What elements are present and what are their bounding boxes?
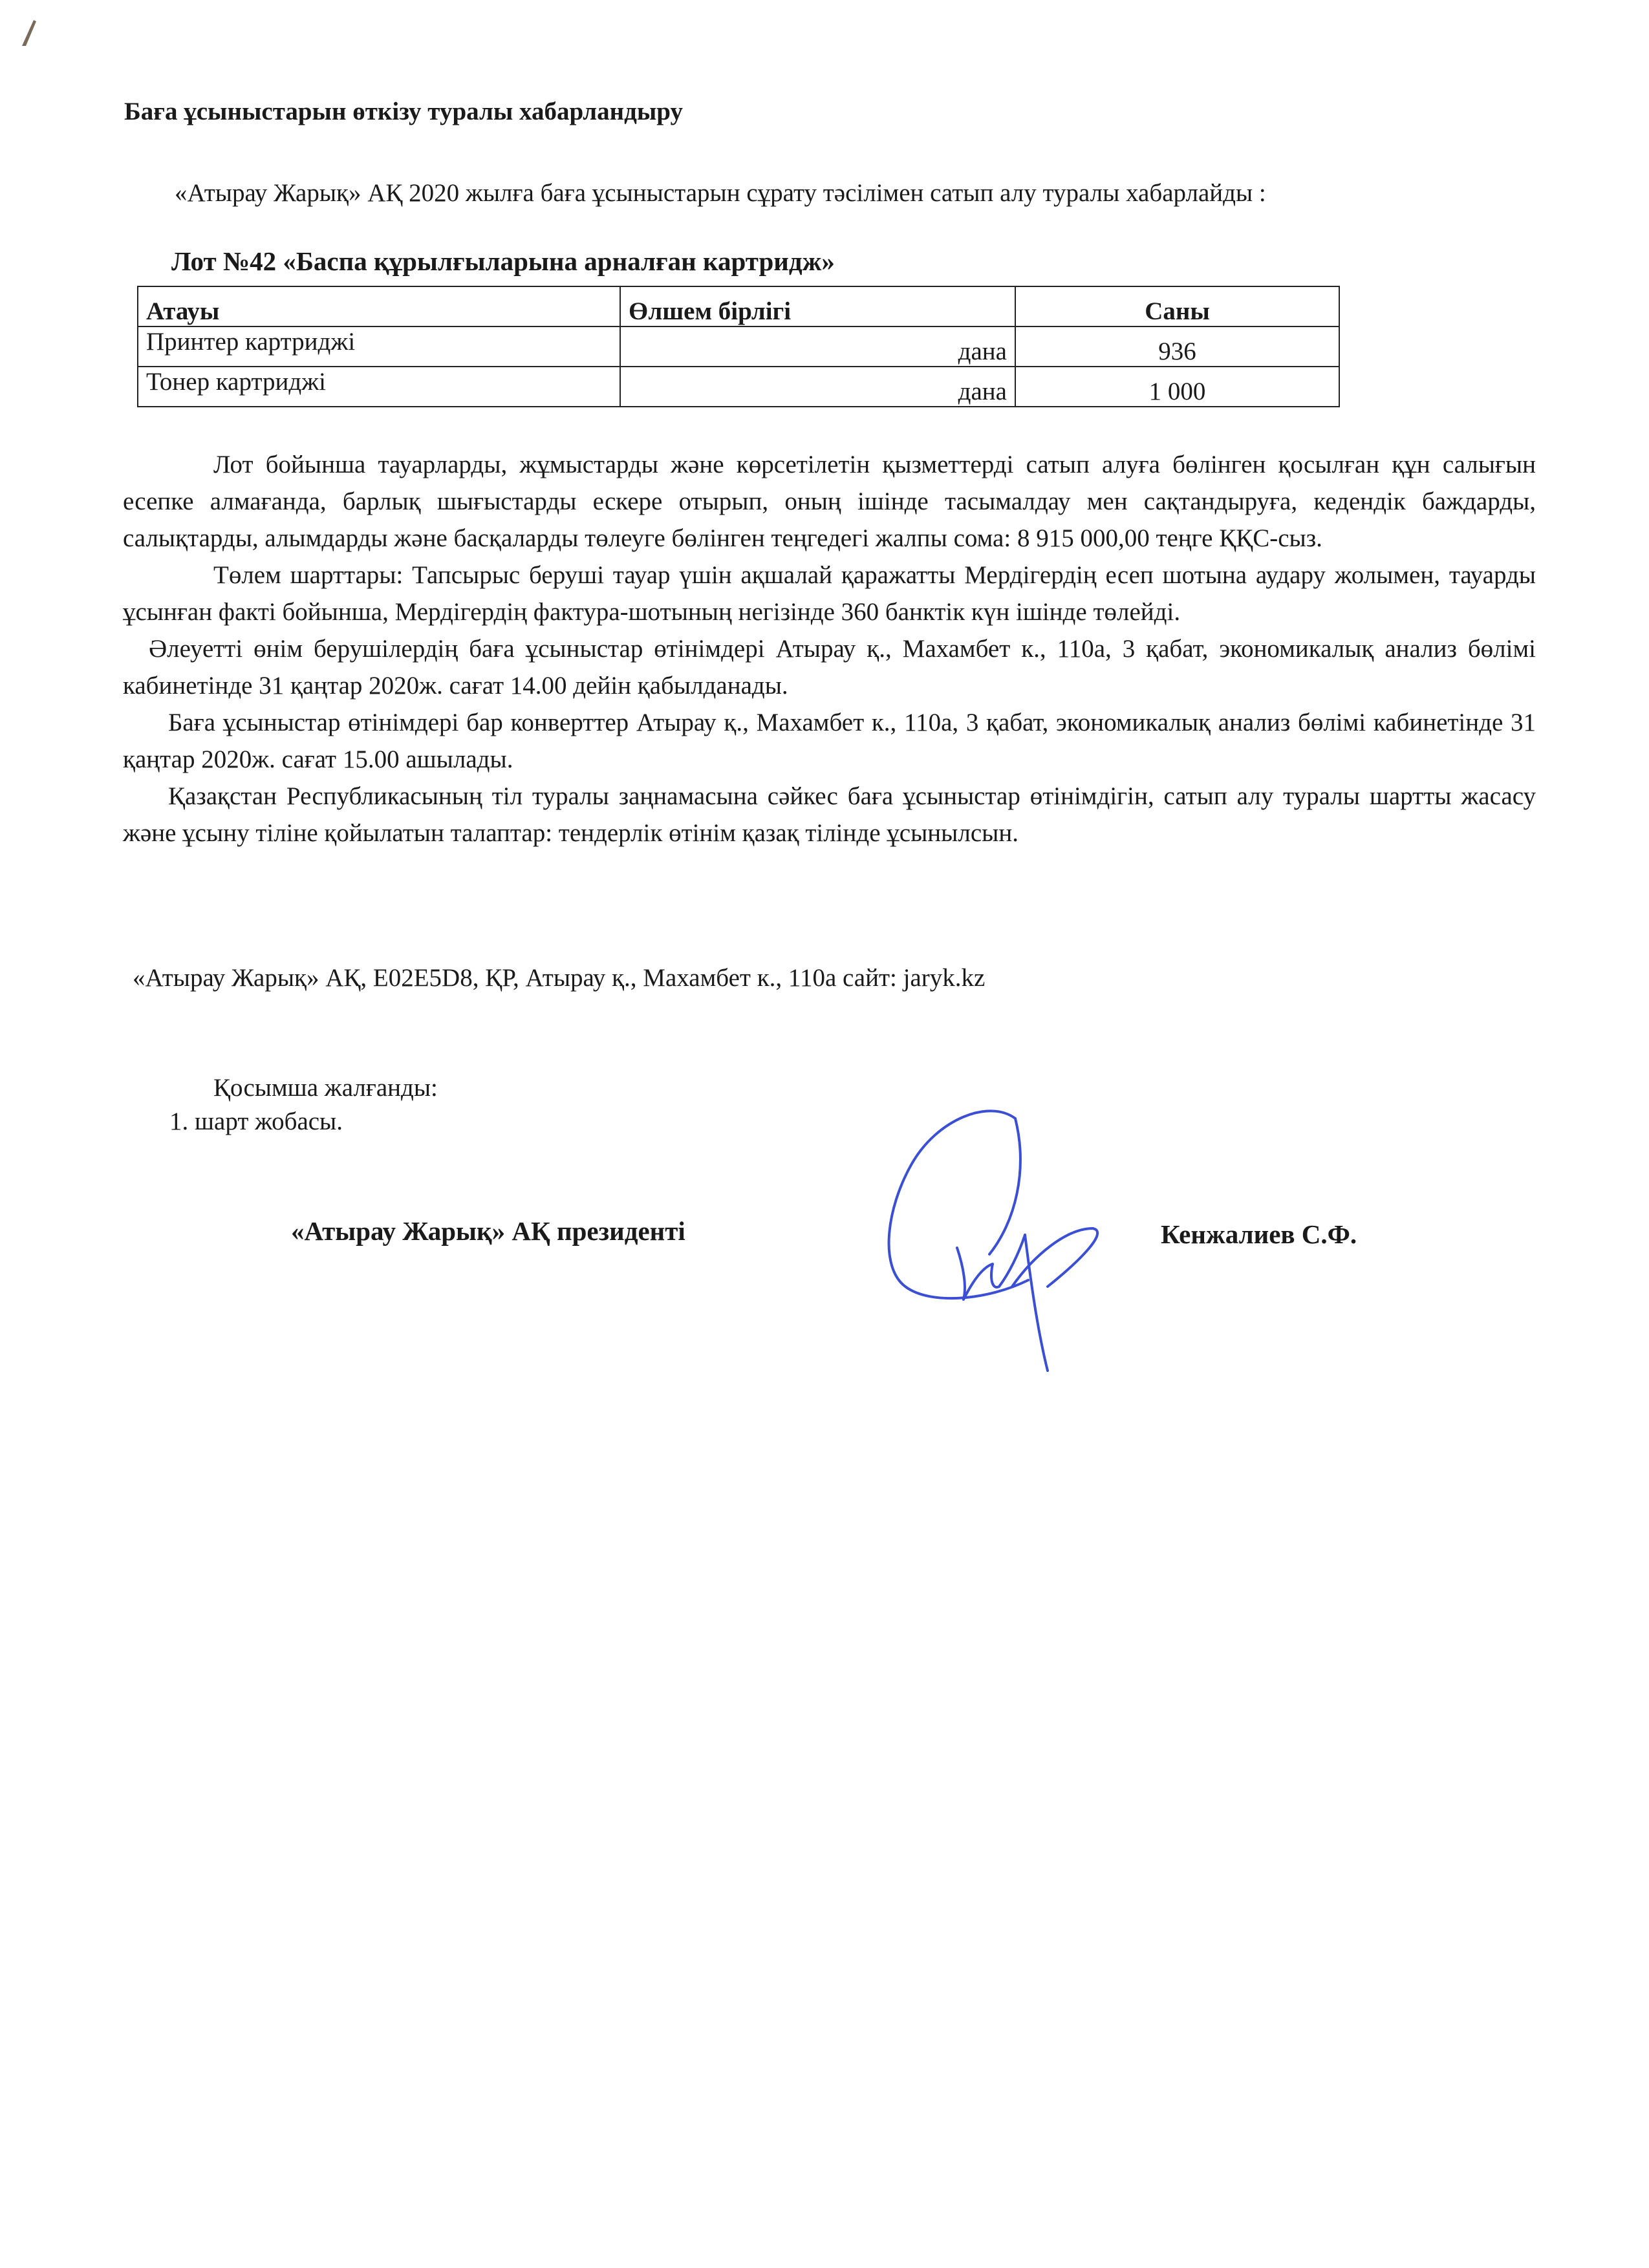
header-quantity: Саны	[1015, 286, 1339, 326]
cell-quantity: 936	[1015, 326, 1339, 367]
paragraph-payment-terms: Төлем шарттары: Тапсырыс беруші тауар үшін ақшалай қаражатты Мердігердің есеп шотына аудару жолымен, тауарды ұсынған факті бойынша, Мердігердің фактура-шотының негізінде 360 банктік күн ішінде төлейді.	[123, 561, 1536, 626]
paragraph-submission: Әлеуетті өнім берушілердің баға ұсыныстар өтінімдері Атырау қ., Махамбет к., 110а, 3 қабат, экономикалық анализ бөлімі кабинетінде 31 қаңтар 2020ж. сағат 14.00 дейін қабылданады.	[123, 635, 1536, 700]
pen-mark	[19, 16, 39, 48]
signature	[860, 1093, 1132, 1377]
contact-line: «Атырау Жарық» АҚ, Е02Е5D8, ҚР, Атырау қ., Махамбет к., 110а сайт: jaryk.kz	[133, 964, 986, 992]
table-header-row	[138, 286, 1339, 326]
paragraph-language: Қазақстан Республикасының тіл туралы заңнамасына сәйкес баға ұсыныстар өтінімдігін, сатып алу туралы шартты жасасу және ұсыну тіліне қойылатын талаптар: тендерлік өтінім қазақ тілінде ұсынылсын.	[123, 782, 1536, 847]
signer-name: Кенжалиев С.Ф.	[1161, 1219, 1357, 1249]
paragraph-total-sum: Лот бойынша тауарларды, жұмыстарды және көрсетілетін қызметтерді сатып алуға бөлінген қосылған құн салығын есепке алмағанда, барлық шығыстарды ескере отырып, оның ішінде тасымалдау мен сақтандыруға, кедендік баждарды, салықтарды, алымдарды және басқаларды төлеуге бөлінген теңгедегі жалпы сома: 8 915 000,00 теңге ҚҚС-сыз.	[123, 451, 1536, 552]
cell-unit: дана	[620, 367, 1015, 407]
cell-name: Принтер картриджі	[138, 326, 620, 367]
cell-name: Тонер картриджі	[138, 367, 620, 407]
paragraph-opening: Баға ұсыныстар өтінімдері бар конверттер Атырау қ., Махамбет к., 110а, 3 қабат, экономикалық анализ бөлімі кабинетінде 31 қаңтар 2020ж. сағат 15.00 ашылады.	[123, 709, 1536, 773]
cell-quantity: 1 000	[1015, 367, 1339, 407]
header-unit: Өлшем бірлігі	[620, 286, 1015, 326]
cell-unit: дана	[620, 326, 1015, 367]
document-title: Баға ұсыныстарын өткізу туралы хабарландыру	[124, 98, 683, 125]
lot-table	[137, 286, 1340, 407]
lot-title: Лот №42 «Баспа құрылғыларына арналған картридж»	[171, 246, 835, 276]
intro-paragraph: «Атырау Жарық» АҚ 2020 жылға баға ұсыныстарын сұрату тәсілімен сатып алу туралы хабарлайды :	[175, 179, 1266, 207]
body-text	[123, 446, 1536, 851]
attachments-label: Қосымша жалғанды:	[213, 1074, 438, 1102]
attachment-item: 1. шарт жобасы.	[169, 1107, 343, 1135]
table-row	[138, 367, 1339, 407]
table-row	[138, 326, 1339, 367]
signer-role: «Атырау Жарық» АҚ президенті	[291, 1216, 685, 1246]
header-name: Атауы	[138, 286, 620, 326]
